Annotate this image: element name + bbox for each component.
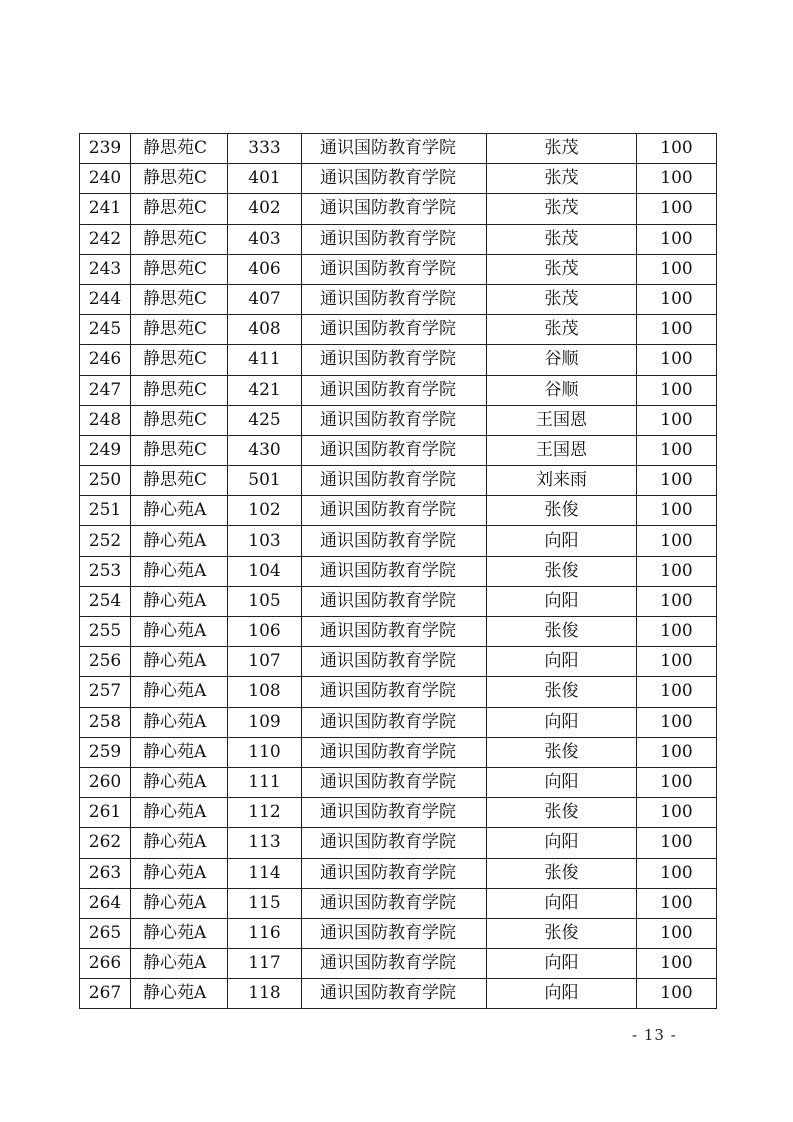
inspector-name-cell: 王国恩 — [487, 435, 637, 465]
table-row — [80, 767, 717, 797]
row-number-cell: 254 — [80, 586, 131, 616]
building-cell: 静心苑A — [131, 979, 228, 1009]
college-cell: 通识国防教育学院 — [302, 949, 487, 979]
score-cell: 100 — [637, 496, 717, 526]
room-number-cell: 401 — [228, 164, 302, 194]
room-number-cell: 117 — [228, 949, 302, 979]
score-cell: 100 — [637, 526, 717, 556]
row-number-cell: 243 — [80, 254, 131, 284]
roster-table — [79, 133, 717, 1009]
college-cell: 通识国防教育学院 — [302, 375, 487, 405]
room-number-cell: 104 — [228, 556, 302, 586]
room-number-cell: 112 — [228, 798, 302, 828]
table-row — [80, 707, 717, 737]
inspector-name-cell: 向阳 — [487, 526, 637, 556]
score-cell: 100 — [637, 888, 717, 918]
row-number-cell: 251 — [80, 496, 131, 526]
college-cell: 通识国防教育学院 — [302, 315, 487, 345]
room-number-cell: 106 — [228, 617, 302, 647]
table-row — [80, 315, 717, 345]
college-cell: 通识国防教育学院 — [302, 224, 487, 254]
row-number-cell: 261 — [80, 798, 131, 828]
building-cell: 静心苑A — [131, 767, 228, 797]
college-cell: 通识国防教育学院 — [302, 858, 487, 888]
building-cell: 静心苑A — [131, 617, 228, 647]
room-number-cell: 408 — [228, 315, 302, 345]
room-number-cell: 113 — [228, 828, 302, 858]
table-row — [80, 134, 717, 164]
college-cell: 通识国防教育学院 — [302, 617, 487, 647]
row-number-cell: 249 — [80, 435, 131, 465]
score-cell: 100 — [637, 858, 717, 888]
building-cell: 静心苑A — [131, 918, 228, 948]
table-row — [80, 737, 717, 767]
college-cell: 通识国防教育学院 — [302, 435, 487, 465]
college-cell: 通识国防教育学院 — [302, 254, 487, 284]
score-cell: 100 — [637, 224, 717, 254]
college-cell: 通识国防教育学院 — [302, 677, 487, 707]
row-number-cell: 246 — [80, 345, 131, 375]
score-cell: 100 — [637, 767, 717, 797]
building-cell: 静心苑A — [131, 496, 228, 526]
row-number-cell: 264 — [80, 888, 131, 918]
building-cell: 静心苑A — [131, 858, 228, 888]
score-cell: 100 — [637, 556, 717, 586]
building-cell: 静思苑C — [131, 405, 228, 435]
score-cell: 100 — [637, 254, 717, 284]
inspector-name-cell: 向阳 — [487, 647, 637, 677]
room-number-cell: 407 — [228, 284, 302, 314]
row-number-cell: 244 — [80, 284, 131, 314]
score-cell: 100 — [637, 798, 717, 828]
college-cell: 通识国防教育学院 — [302, 767, 487, 797]
college-cell: 通识国防教育学院 — [302, 194, 487, 224]
room-number-cell: 102 — [228, 496, 302, 526]
inspector-name-cell: 张茂 — [487, 134, 637, 164]
table-row — [80, 798, 717, 828]
table-row — [80, 496, 717, 526]
row-number-cell: 265 — [80, 918, 131, 948]
table-row — [80, 526, 717, 556]
roster-body — [80, 134, 717, 1009]
inspector-name-cell: 张茂 — [487, 194, 637, 224]
row-number-cell: 253 — [80, 556, 131, 586]
building-cell: 静心苑A — [131, 647, 228, 677]
building-cell: 静心苑A — [131, 737, 228, 767]
room-number-cell: 115 — [228, 888, 302, 918]
row-number-cell: 248 — [80, 405, 131, 435]
building-cell: 静心苑A — [131, 556, 228, 586]
inspector-name-cell: 张俊 — [487, 556, 637, 586]
score-cell: 100 — [637, 737, 717, 767]
score-cell: 100 — [637, 284, 717, 314]
building-cell: 静思苑C — [131, 254, 228, 284]
college-cell: 通识国防教育学院 — [302, 164, 487, 194]
building-cell: 静思苑C — [131, 284, 228, 314]
row-number-cell: 267 — [80, 979, 131, 1009]
row-number-cell: 252 — [80, 526, 131, 556]
row-number-cell: 247 — [80, 375, 131, 405]
college-cell: 通识国防教育学院 — [302, 345, 487, 375]
room-number-cell: 421 — [228, 375, 302, 405]
score-cell: 100 — [637, 435, 717, 465]
inspector-name-cell: 向阳 — [487, 828, 637, 858]
score-cell: 100 — [637, 134, 717, 164]
score-cell: 100 — [637, 586, 717, 616]
building-cell: 静思苑C — [131, 345, 228, 375]
row-number-cell: 257 — [80, 677, 131, 707]
row-number-cell: 245 — [80, 315, 131, 345]
score-cell: 100 — [637, 375, 717, 405]
row-number-cell: 258 — [80, 707, 131, 737]
room-number-cell: 406 — [228, 254, 302, 284]
inspector-name-cell: 向阳 — [487, 949, 637, 979]
building-cell: 静心苑A — [131, 526, 228, 556]
score-cell: 100 — [637, 979, 717, 1009]
college-cell: 通识国防教育学院 — [302, 405, 487, 435]
inspector-name-cell: 向阳 — [487, 586, 637, 616]
score-cell: 100 — [637, 918, 717, 948]
room-number-cell: 107 — [228, 647, 302, 677]
inspector-name-cell: 张茂 — [487, 254, 637, 284]
table-row — [80, 405, 717, 435]
room-number-cell: 110 — [228, 737, 302, 767]
college-cell: 通识国防教育学院 — [302, 828, 487, 858]
room-number-cell: 333 — [228, 134, 302, 164]
room-number-cell: 425 — [228, 405, 302, 435]
inspector-name-cell: 王国恩 — [487, 405, 637, 435]
table-row — [80, 435, 717, 465]
inspector-name-cell: 张俊 — [487, 496, 637, 526]
building-cell: 静心苑A — [131, 677, 228, 707]
inspector-name-cell: 张俊 — [487, 798, 637, 828]
row-number-cell: 262 — [80, 828, 131, 858]
room-number-cell: 108 — [228, 677, 302, 707]
inspector-name-cell: 谷顺 — [487, 345, 637, 375]
building-cell: 静思苑C — [131, 134, 228, 164]
inspector-name-cell: 张俊 — [487, 677, 637, 707]
row-number-cell: 255 — [80, 617, 131, 647]
inspector-name-cell: 张茂 — [487, 224, 637, 254]
building-cell: 静心苑A — [131, 798, 228, 828]
building-cell: 静思苑C — [131, 375, 228, 405]
building-cell: 静思苑C — [131, 435, 228, 465]
room-number-cell: 403 — [228, 224, 302, 254]
table-row — [80, 194, 717, 224]
inspector-name-cell: 张俊 — [487, 858, 637, 888]
table-row — [80, 918, 717, 948]
room-number-cell: 411 — [228, 345, 302, 375]
college-cell: 通识国防教育学院 — [302, 737, 487, 767]
college-cell: 通识国防教育学院 — [302, 586, 487, 616]
inspector-name-cell: 向阳 — [487, 888, 637, 918]
row-number-cell: 256 — [80, 647, 131, 677]
room-number-cell: 116 — [228, 918, 302, 948]
room-number-cell: 109 — [228, 707, 302, 737]
room-number-cell: 111 — [228, 767, 302, 797]
inspector-name-cell: 刘来雨 — [487, 466, 637, 496]
college-cell: 通识国防教育学院 — [302, 284, 487, 314]
row-number-cell: 239 — [80, 134, 131, 164]
table-row — [80, 224, 717, 254]
building-cell: 静思苑C — [131, 224, 228, 254]
building-cell: 静心苑A — [131, 828, 228, 858]
table-row — [80, 466, 717, 496]
row-number-cell: 250 — [80, 466, 131, 496]
inspector-name-cell: 张俊 — [487, 737, 637, 767]
building-cell: 静思苑C — [131, 315, 228, 345]
table-row — [80, 949, 717, 979]
table-row — [80, 828, 717, 858]
score-cell: 100 — [637, 828, 717, 858]
table-row — [80, 677, 717, 707]
college-cell: 通识国防教育学院 — [302, 466, 487, 496]
room-number-cell: 114 — [228, 858, 302, 888]
score-cell: 100 — [637, 405, 717, 435]
row-number-cell: 263 — [80, 858, 131, 888]
room-number-cell: 103 — [228, 526, 302, 556]
inspector-name-cell: 张俊 — [487, 617, 637, 647]
row-number-cell: 240 — [80, 164, 131, 194]
college-cell: 通识国防教育学院 — [302, 798, 487, 828]
row-number-cell: 260 — [80, 767, 131, 797]
inspector-name-cell: 张茂 — [487, 284, 637, 314]
table-row — [80, 858, 717, 888]
table-row — [80, 164, 717, 194]
college-cell: 通识国防教育学院 — [302, 918, 487, 948]
table-row — [80, 586, 717, 616]
table-row — [80, 647, 717, 677]
row-number-cell: 242 — [80, 224, 131, 254]
college-cell: 通识国防教育学院 — [302, 707, 487, 737]
college-cell: 通识国防教育学院 — [302, 134, 487, 164]
table-row — [80, 284, 717, 314]
building-cell: 静心苑A — [131, 707, 228, 737]
room-number-cell: 105 — [228, 586, 302, 616]
score-cell: 100 — [637, 466, 717, 496]
college-cell: 通识国防教育学院 — [302, 888, 487, 918]
score-cell: 100 — [637, 677, 717, 707]
building-cell: 静思苑C — [131, 164, 228, 194]
table-row — [80, 617, 717, 647]
building-cell: 静心苑A — [131, 888, 228, 918]
college-cell: 通识国防教育学院 — [302, 979, 487, 1009]
building-cell: 静思苑C — [131, 466, 228, 496]
building-cell: 静心苑A — [131, 586, 228, 616]
building-cell: 静心苑A — [131, 949, 228, 979]
score-cell: 100 — [637, 949, 717, 979]
score-cell: 100 — [637, 707, 717, 737]
score-cell: 100 — [637, 647, 717, 677]
room-number-cell: 430 — [228, 435, 302, 465]
table-row — [80, 254, 717, 284]
table-row — [80, 979, 717, 1009]
room-number-cell: 402 — [228, 194, 302, 224]
table-row — [80, 375, 717, 405]
table-row — [80, 556, 717, 586]
college-cell: 通识国防教育学院 — [302, 647, 487, 677]
page-number: - 13 - — [632, 1026, 677, 1044]
inspector-name-cell: 张茂 — [487, 164, 637, 194]
score-cell: 100 — [637, 345, 717, 375]
inspector-name-cell: 向阳 — [487, 767, 637, 797]
table-row — [80, 345, 717, 375]
inspector-name-cell: 张俊 — [487, 918, 637, 948]
row-number-cell: 266 — [80, 949, 131, 979]
row-number-cell: 259 — [80, 737, 131, 767]
college-cell: 通识国防教育学院 — [302, 526, 487, 556]
room-number-cell: 118 — [228, 979, 302, 1009]
inspector-name-cell: 谷顺 — [487, 375, 637, 405]
score-cell: 100 — [637, 194, 717, 224]
room-number-cell: 501 — [228, 466, 302, 496]
inspector-name-cell: 向阳 — [487, 979, 637, 1009]
score-cell: 100 — [637, 315, 717, 345]
row-number-cell: 241 — [80, 194, 131, 224]
college-cell: 通识国防教育学院 — [302, 496, 487, 526]
score-cell: 100 — [637, 164, 717, 194]
table-row — [80, 888, 717, 918]
inspector-name-cell: 向阳 — [487, 707, 637, 737]
college-cell: 通识国防教育学院 — [302, 556, 487, 586]
score-cell: 100 — [637, 617, 717, 647]
inspector-name-cell: 张茂 — [487, 315, 637, 345]
building-cell: 静思苑C — [131, 194, 228, 224]
